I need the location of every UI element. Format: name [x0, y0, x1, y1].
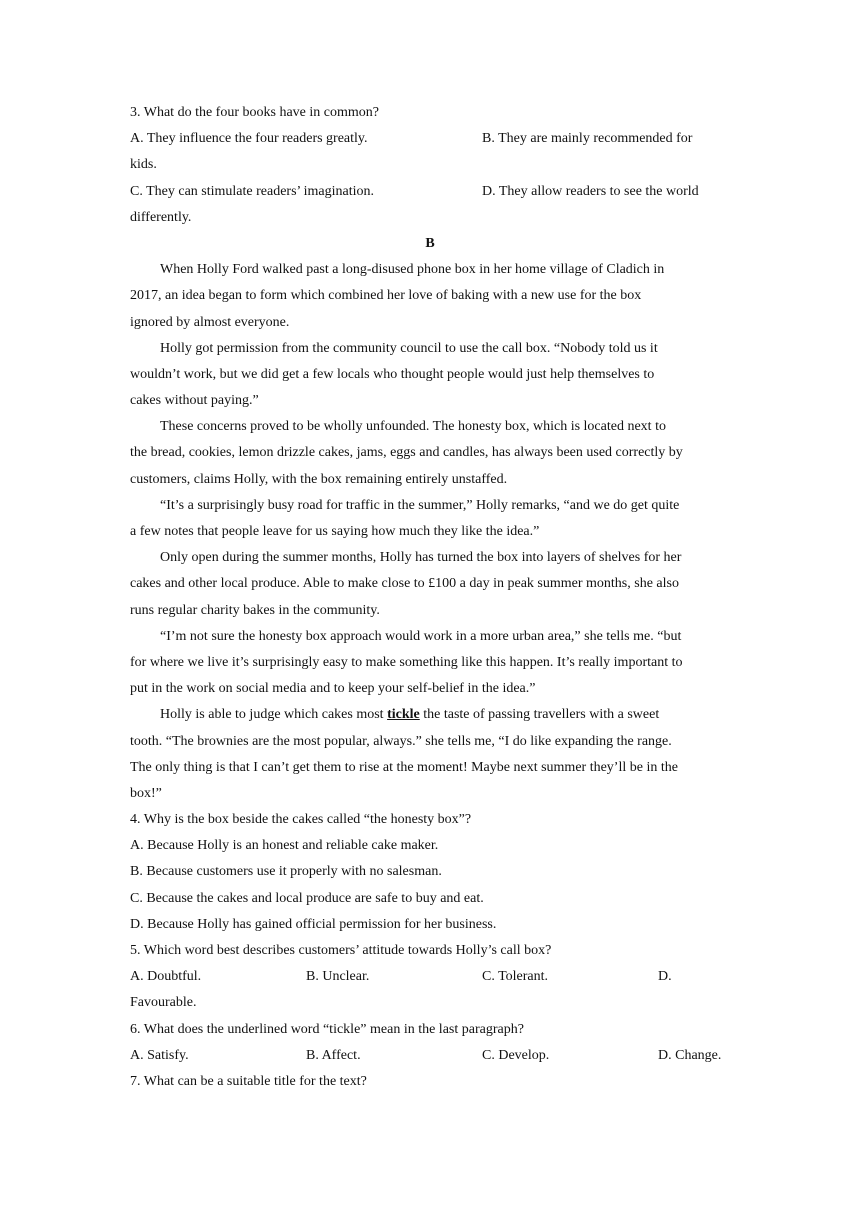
- question-6-option-a: A. Satisfy.: [130, 1047, 189, 1063]
- question-3-options-ab: [130, 126, 730, 152]
- question-5-options: [130, 964, 730, 990]
- question-3-option-d-continued: differently.: [130, 209, 192, 225]
- paragraph-line: customers, claims Holly, with the box remaining entirely unstaffed.: [130, 471, 508, 487]
- question-4-option-b: B. Because customers use it properly with no salesman.: [130, 864, 442, 880]
- paragraph-line: The only thing is that I can’t get them to rise at the moment! Maybe next summer they’ll be in the: [130, 759, 678, 775]
- paragraph-line: Holly got permission from the community council to use the call box. “Nobody told us it: [160, 340, 658, 356]
- question-6-option-d: D. Change.: [658, 1047, 722, 1063]
- section-heading: B: [425, 235, 435, 251]
- question-4-option-d: D. Because Holly has gained official permission for her business.: [130, 916, 497, 932]
- question-3-text: 3. What do the four books have in common?: [130, 105, 379, 120]
- question-5-option-d-continued: Favourable.: [130, 995, 197, 1011]
- paragraph-7: [130, 702, 730, 807]
- paragraph-line: When Holly Ford walked past a long-disused phone box in her home village of Cladich in: [160, 262, 665, 278]
- question-6-option-b: B. Affect.: [306, 1047, 361, 1063]
- underlined-word-tickle: tickle: [387, 707, 420, 723]
- paragraph-line: cakes and other local produce. Able to make close to £100 a day in peak summer months, she also: [130, 576, 679, 592]
- paragraph-line: ignored by almost everyone.: [130, 314, 290, 330]
- question-3-option-c: C. They can stimulate readers’ imagination.: [130, 183, 375, 199]
- question-3-option-b: B. They are mainly recommended for: [482, 131, 693, 147]
- paragraph-text: the taste of passing travellers with a sweet: [419, 707, 660, 723]
- paragraph-line: for where we live it’s surprisingly easy to make something like this happen. It’s really important to: [130, 654, 683, 670]
- question-5-option-c: C. Tolerant.: [482, 969, 549, 985]
- paragraph-line: wouldn’t work, but we did get a few locals who thought people would just help themselves to: [130, 366, 655, 382]
- paragraph-line: box!”: [130, 785, 162, 801]
- paragraph-line: put in the work on social media and to keep your self-belief in the idea.”: [130, 681, 536, 697]
- paragraph-line: Only open during the summer months, Holly has turned the box into layers of shelves for her: [160, 550, 682, 566]
- document-page: [130, 100, 730, 1095]
- question-6-text: 6. What does the underlined word “tickle” mean in the last paragraph?: [130, 1021, 524, 1037]
- question-5-text: 5. Which word best describes customers’ attitude towards Holly’s call box?: [130, 943, 552, 958]
- paragraph-1: [130, 257, 730, 336]
- question-6-option-c: C. Develop.: [482, 1047, 550, 1063]
- paragraph-line: the bread, cookies, lemon drizzle cakes, jams, eggs and candles, has always been used correctly by: [130, 445, 683, 461]
- question-3-option-a: A. They influence the four readers greatly.: [130, 131, 368, 147]
- paragraph-line: “It’s a surprisingly busy road for traffic in the summer,” Holly remarks, “and we do get quite: [160, 497, 680, 513]
- question-4-option-c: C. Because the cakes and local produce are safe to buy and eat.: [130, 890, 484, 906]
- question-3-option-b-continued: kids.: [130, 157, 157, 173]
- paragraph-line: 2017, an idea began to form which combined her love of baking with a new use for the box: [130, 288, 642, 304]
- question-4-text: 4. Why is the box beside the cakes called “the honesty box”?: [130, 812, 472, 828]
- passage: [130, 257, 730, 807]
- paragraph-line: “I’m not sure the honesty box approach would work in a more urban area,” she tells me. “but: [160, 628, 682, 644]
- paragraph-4: [130, 493, 730, 545]
- question-6-options: [130, 1043, 730, 1069]
- paragraph-3: [130, 414, 730, 493]
- question-4-option-a: A. Because Holly is an honest and reliable cake maker.: [130, 838, 439, 854]
- paragraph-2: [130, 336, 730, 415]
- question-5-option-d: D.: [658, 969, 672, 985]
- question-7-text: 7. What can be a suitable title for the text?: [130, 1073, 367, 1089]
- paragraph-line: tooth. “The brownies are the most popular, always.” she tells me, “I do like expanding the range.: [130, 733, 672, 749]
- paragraph-line: [130, 702, 730, 728]
- paragraph-text: Holly is able to judge which cakes most: [160, 707, 388, 723]
- paragraph-line: cakes without paying.”: [130, 393, 259, 409]
- paragraph-line: runs regular charity bakes in the community.: [130, 602, 380, 618]
- paragraph-5: [130, 545, 730, 624]
- paragraph-6: [130, 624, 730, 703]
- paragraph-line: a few notes that people leave for us saying how much they like the idea.”: [130, 524, 540, 539]
- paragraph-line: These concerns proved to be wholly unfounded. The honesty box, which is located next to: [160, 419, 666, 435]
- question-5-option-b: B. Unclear.: [306, 969, 370, 985]
- question-3-options-cd: [130, 179, 730, 205]
- question-5-option-a: A. Doubtful.: [130, 969, 202, 985]
- question-3-option-d: D. They allow readers to see the world: [482, 183, 699, 199]
